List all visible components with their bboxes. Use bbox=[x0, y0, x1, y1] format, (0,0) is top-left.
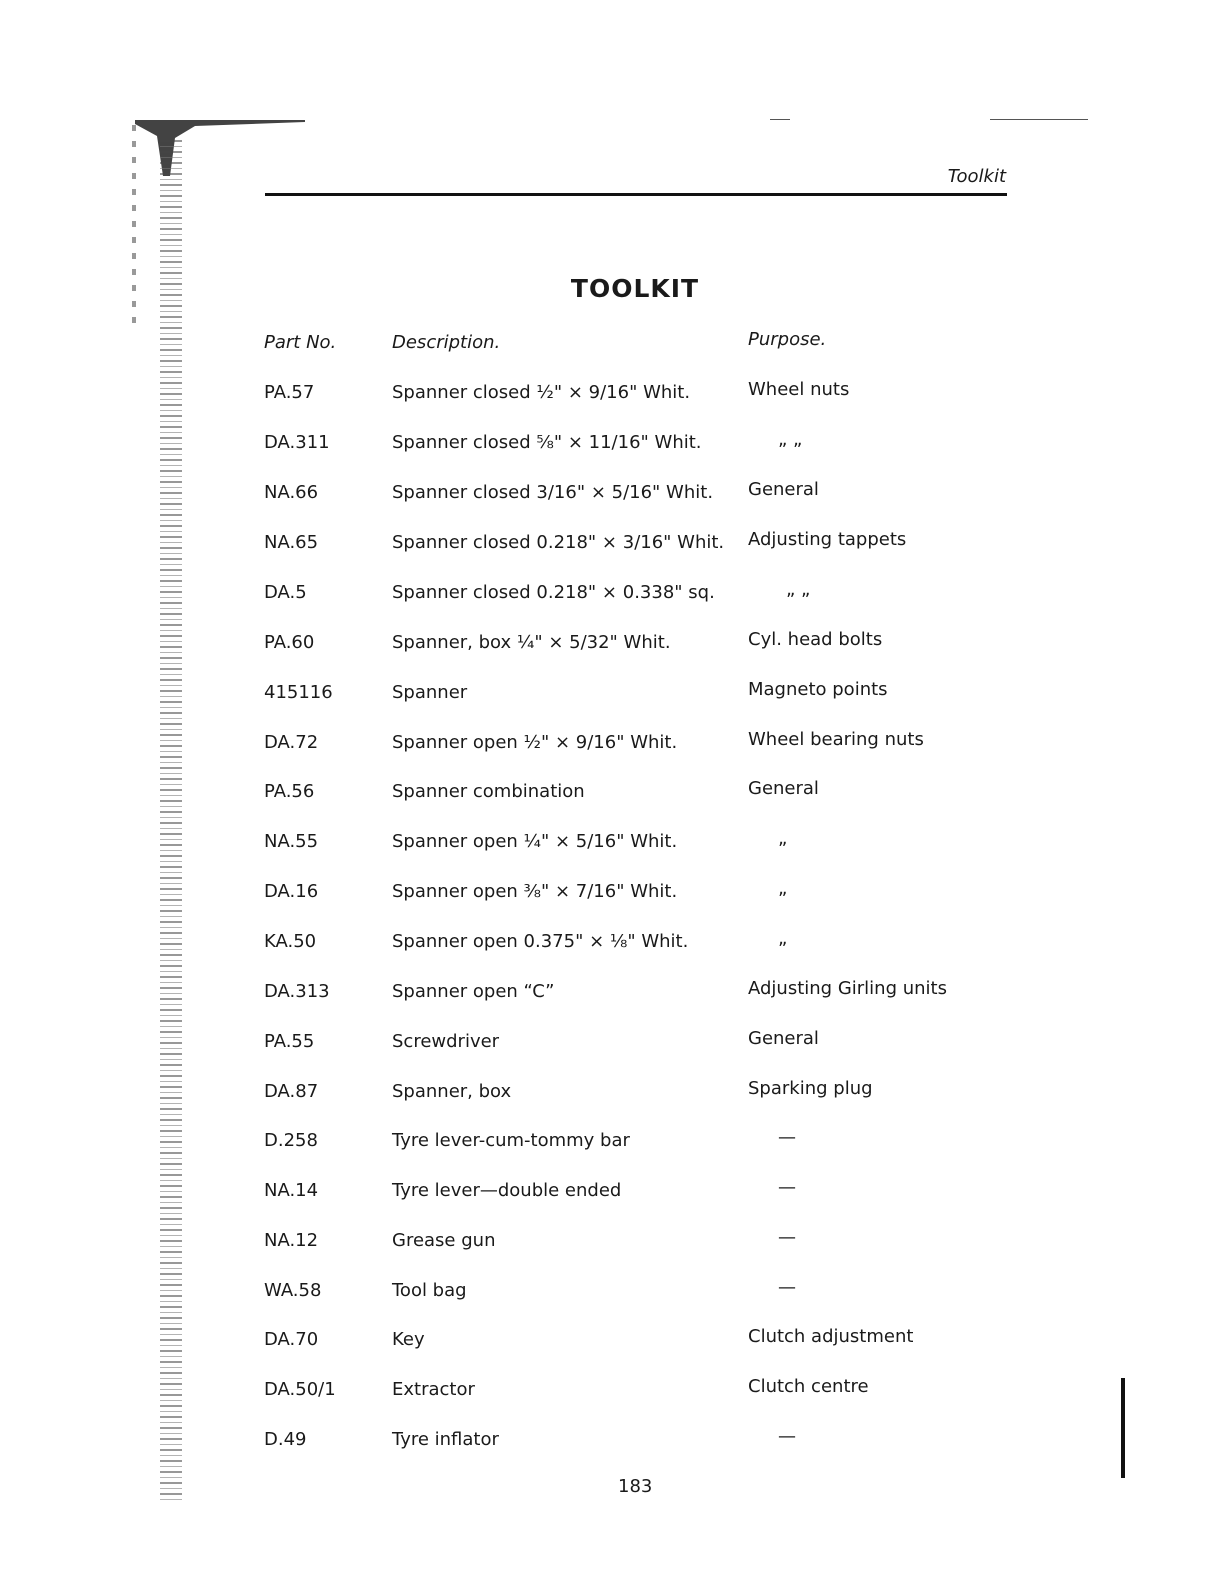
part-number: D.49 bbox=[264, 1429, 307, 1450]
table-row bbox=[0, 1376, 1224, 1419]
table-row bbox=[0, 579, 1224, 622]
table-row bbox=[0, 778, 1224, 821]
table-row bbox=[0, 1227, 1224, 1270]
purpose: „ bbox=[778, 878, 788, 899]
part-number: DA.72 bbox=[264, 732, 319, 753]
table-row bbox=[0, 729, 1224, 772]
description: Grease gun bbox=[392, 1230, 496, 1251]
part-number: PA.60 bbox=[264, 632, 315, 653]
column-header-description: Description. bbox=[392, 332, 501, 353]
table-row bbox=[0, 1426, 1224, 1469]
description: Spanner closed 0.218" × 3/16" Whit. bbox=[392, 532, 725, 553]
purpose: General bbox=[748, 778, 819, 799]
purpose: Cyl. head bolts bbox=[748, 629, 883, 650]
description: Spanner open 0.375" × ⅛" Whit. bbox=[392, 931, 689, 952]
description: Spanner, box ¼" × 5/32" Whit. bbox=[392, 632, 671, 653]
description: Spanner combination bbox=[392, 781, 585, 802]
part-number: DA.50/1 bbox=[264, 1379, 336, 1400]
description: Tyre inflator bbox=[392, 1429, 499, 1450]
table-row bbox=[0, 1326, 1224, 1369]
part-number: DA.16 bbox=[264, 881, 319, 902]
column-header-part-no: Part No. bbox=[264, 332, 337, 353]
part-number: NA.65 bbox=[264, 532, 319, 553]
table-row bbox=[0, 1177, 1224, 1220]
purpose: General bbox=[748, 1028, 819, 1049]
description: Spanner open ½" × 9/16" Whit. bbox=[392, 732, 678, 753]
purpose: Clutch adjustment bbox=[748, 1326, 914, 1347]
purpose: „ „ bbox=[786, 579, 811, 600]
purpose: Adjusting tappets bbox=[748, 529, 907, 550]
purpose: Sparking plug bbox=[748, 1078, 873, 1099]
table-row bbox=[0, 429, 1224, 472]
table-row bbox=[0, 978, 1224, 1021]
purpose: „ bbox=[778, 828, 788, 849]
description: Spanner bbox=[392, 682, 468, 703]
part-number: PA.56 bbox=[264, 781, 315, 802]
description: Key bbox=[392, 1329, 425, 1350]
purpose: General bbox=[748, 479, 819, 500]
purpose: Magneto points bbox=[748, 679, 888, 700]
table-row bbox=[0, 878, 1224, 921]
part-number: DA.5 bbox=[264, 582, 307, 603]
table-row bbox=[0, 1028, 1224, 1071]
description: Spanner open “C” bbox=[392, 981, 555, 1002]
running-head: Toolkit bbox=[947, 166, 1006, 187]
part-number: NA.55 bbox=[264, 831, 319, 852]
purpose: — bbox=[778, 1426, 796, 1447]
table-row bbox=[0, 629, 1224, 672]
description: Tool bag bbox=[392, 1280, 467, 1301]
purpose: — bbox=[778, 1177, 796, 1198]
description: Spanner open ¼" × 5/16" Whit. bbox=[392, 831, 678, 852]
part-number: KA.50 bbox=[264, 931, 317, 952]
table-row bbox=[0, 379, 1224, 422]
table-row bbox=[0, 928, 1224, 971]
table-row bbox=[0, 1127, 1224, 1170]
page-title: TOOLKIT bbox=[570, 274, 700, 303]
purpose: „ „ bbox=[778, 429, 803, 450]
part-number: DA.313 bbox=[264, 981, 330, 1002]
description: Tyre lever—double ended bbox=[392, 1180, 622, 1201]
description: Tyre lever-cum-tommy bar bbox=[392, 1130, 630, 1151]
purpose: Wheel bearing nuts bbox=[748, 729, 924, 750]
part-number: 415116 bbox=[264, 682, 333, 703]
purpose: — bbox=[778, 1127, 796, 1148]
scan-rule-fragment bbox=[990, 119, 1088, 120]
purpose: — bbox=[778, 1277, 796, 1298]
part-number: DA.311 bbox=[264, 432, 330, 453]
description: Spanner open ⅜" × 7/16" Whit. bbox=[392, 881, 678, 902]
part-number: NA.14 bbox=[264, 1180, 319, 1201]
page-number: 183 bbox=[618, 1476, 653, 1497]
table-row bbox=[0, 1277, 1224, 1320]
description: Spanner closed ½" × 9/16" Whit. bbox=[392, 382, 691, 403]
part-number: NA.66 bbox=[264, 482, 319, 503]
table-row bbox=[0, 679, 1224, 722]
part-number: WA.58 bbox=[264, 1280, 322, 1301]
description: Spanner closed ⅝" × 11/16" Whit. bbox=[392, 432, 702, 453]
description: Spanner closed 0.218" × 0.338" sq. bbox=[392, 582, 715, 603]
part-number: PA.57 bbox=[264, 382, 315, 403]
table-row bbox=[0, 1078, 1224, 1121]
description: Screwdriver bbox=[392, 1031, 500, 1052]
purpose: „ bbox=[778, 928, 788, 949]
scan-rule-fragment bbox=[770, 119, 790, 120]
purpose: Wheel nuts bbox=[748, 379, 850, 400]
part-number: DA.87 bbox=[264, 1081, 319, 1102]
column-header-purpose: Purpose. bbox=[748, 329, 827, 350]
description: Spanner closed 3/16" × 5/16" Whit. bbox=[392, 482, 714, 503]
header-rule bbox=[265, 193, 1007, 196]
description: Spanner, box bbox=[392, 1081, 512, 1102]
purpose: — bbox=[778, 1227, 796, 1248]
part-number: NA.12 bbox=[264, 1230, 319, 1251]
part-number: D.258 bbox=[264, 1130, 318, 1151]
description: Extractor bbox=[392, 1379, 475, 1400]
table-row bbox=[0, 828, 1224, 871]
purpose: Adjusting Girling units bbox=[748, 978, 947, 999]
part-number: PA.55 bbox=[264, 1031, 315, 1052]
table-row bbox=[0, 529, 1224, 572]
purpose: Clutch centre bbox=[748, 1376, 869, 1397]
table-row bbox=[0, 479, 1224, 522]
part-number: DA.70 bbox=[264, 1329, 319, 1350]
